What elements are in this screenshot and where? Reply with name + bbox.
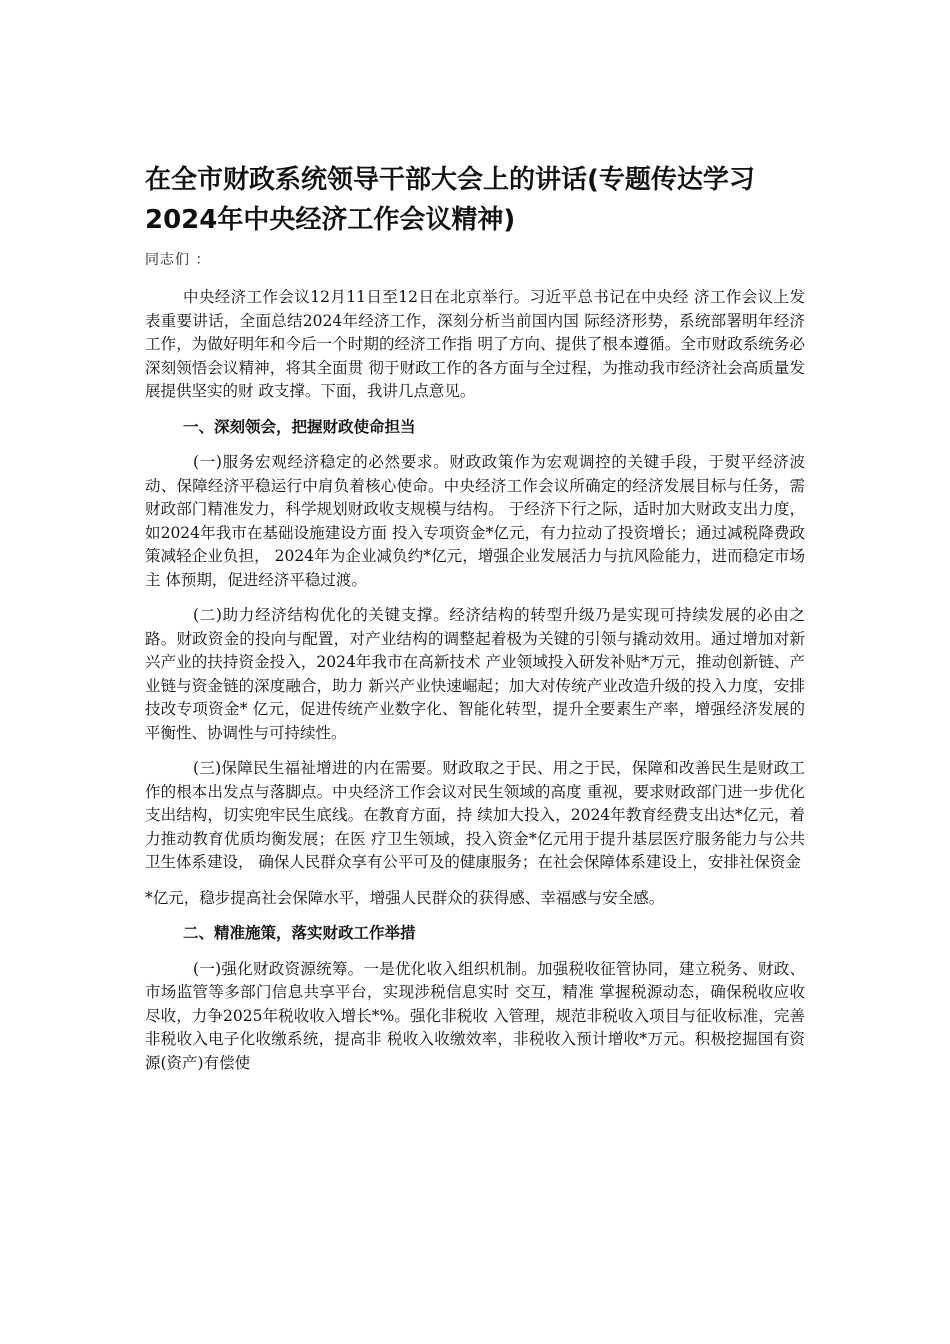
section-2-heading: 二、精准施策，落实财政工作举措 — [183, 924, 416, 942]
section-2-paragraph-1: (一)强化财政资源统筹。一是优化收入组织机制。加强税收征管协同，建立税务、财政、市场监管等多部门信息共享平台，实现涉税信息实时 交互，精准 掌握税源动态，确保税收应收尽收，力争2025年税收收入增长*%。强化非税收 入管理，规范非税收入项目与征收标准，完善非税收入电子化收缴系统，提高非 税收入收缴效率，非税收入预计增收*万元。积极挖掘国有资源(资产)有偿使 — [145, 959, 805, 1072]
section-1-paragraph-3-continued: *亿元，稳步提高社会保障水平，增强人民群众的获得感、幸福感与安全感。 — [145, 888, 665, 907]
intro-paragraph: 中央经济工作会议12月11日至12日在北京举行。习近平总书记在中央经 济工作会议上发表重要讲话，全面总结2024年经济工作，深刻分析当前国内国 际经济形势，系统部署明年经济工作，为做好明年和今后一个时期的经济工作指 明了方向、提供了根本遵循。全市财政系统务必深刻领悟会议精神，将其全面贯 彻于财政工作的各方面与全过程，为推动我市经济社会高质量发展提供坚实的财 政支撑。下面，我讲几点意见。 — [145, 288, 805, 400]
document-title: 在全市财政系统领导干部大会上的讲话(专题传达学习2024年中央经济工作会议精神) — [145, 165, 755, 235]
section-1-paragraph-2: (二)助力经济结构优化的关键支撑。经济结构的转型升级乃是实现可持续发展的必由之路。财政资金的投向与配置，对产业结构的调整起着极为关键的引领与撬动效用。通过增加对新兴产业的扶持资金投入，2024年我市在高新技术 产业领域投入研发补贴*万元，推动创新链、产业链与资金链的深度融合，助力 新兴产业快速崛起；加大对传统产业改造升级的投入力度，安排技改专项资金* 亿元，促进传统产业数字化、智能化转型，提升全要素生产率，增强经济发展的 平衡性、协调性与可持续性。 — [145, 606, 805, 742]
section-1-heading: 一、深刻领会，把握财政使命担当 — [183, 417, 416, 436]
section-1-paragraph-1: (一)服务宏观经济稳定的必然要求。财政政策作为宏观调控的关键手段，于熨平经济波动、保障经济平稳运行中肩负着核心使命。中央经济工作会议所确定的经济发展目标与任务，需财政部门精准发力，科学规划财政收支规模与结构。 于经济下行之际，适时加大财政支出力度，如2024年我市在基础设施建设方面 投入专项资金*亿元，有力拉动了投资增长；通过减税降费政策减轻企业负担， 2024年为企业减负约*亿元，增强企业发展活力与抗风险能力，进而稳定市场主 体预期，促进经济平稳过渡。 — [145, 453, 805, 589]
salutation: 同志们 ： — [145, 252, 211, 268]
document-body — [145, 286, 805, 1087]
section-1-paragraph-3: (三)保障民生福祉增进的内在需要。财政取之于民、用之于民，保障和改善民生是财政工作的根本出发点与落脚点。中央经济工作会议对民生领域的高度 重视，要求财政部门进一步优化支出结构，切实兜牢民生底线。在教育方面，持 续加大投入，2024年教育经费支出达*亿元，着力推动教育优质均衡发展；在医 疗卫生领域，投入资金*亿元用于提升基层医疗服务能力与公共卫生体系建设， 确保人民群众享有公平可及的健康服务；在社会保障体系建设上，安排社保资金 — [145, 759, 805, 871]
